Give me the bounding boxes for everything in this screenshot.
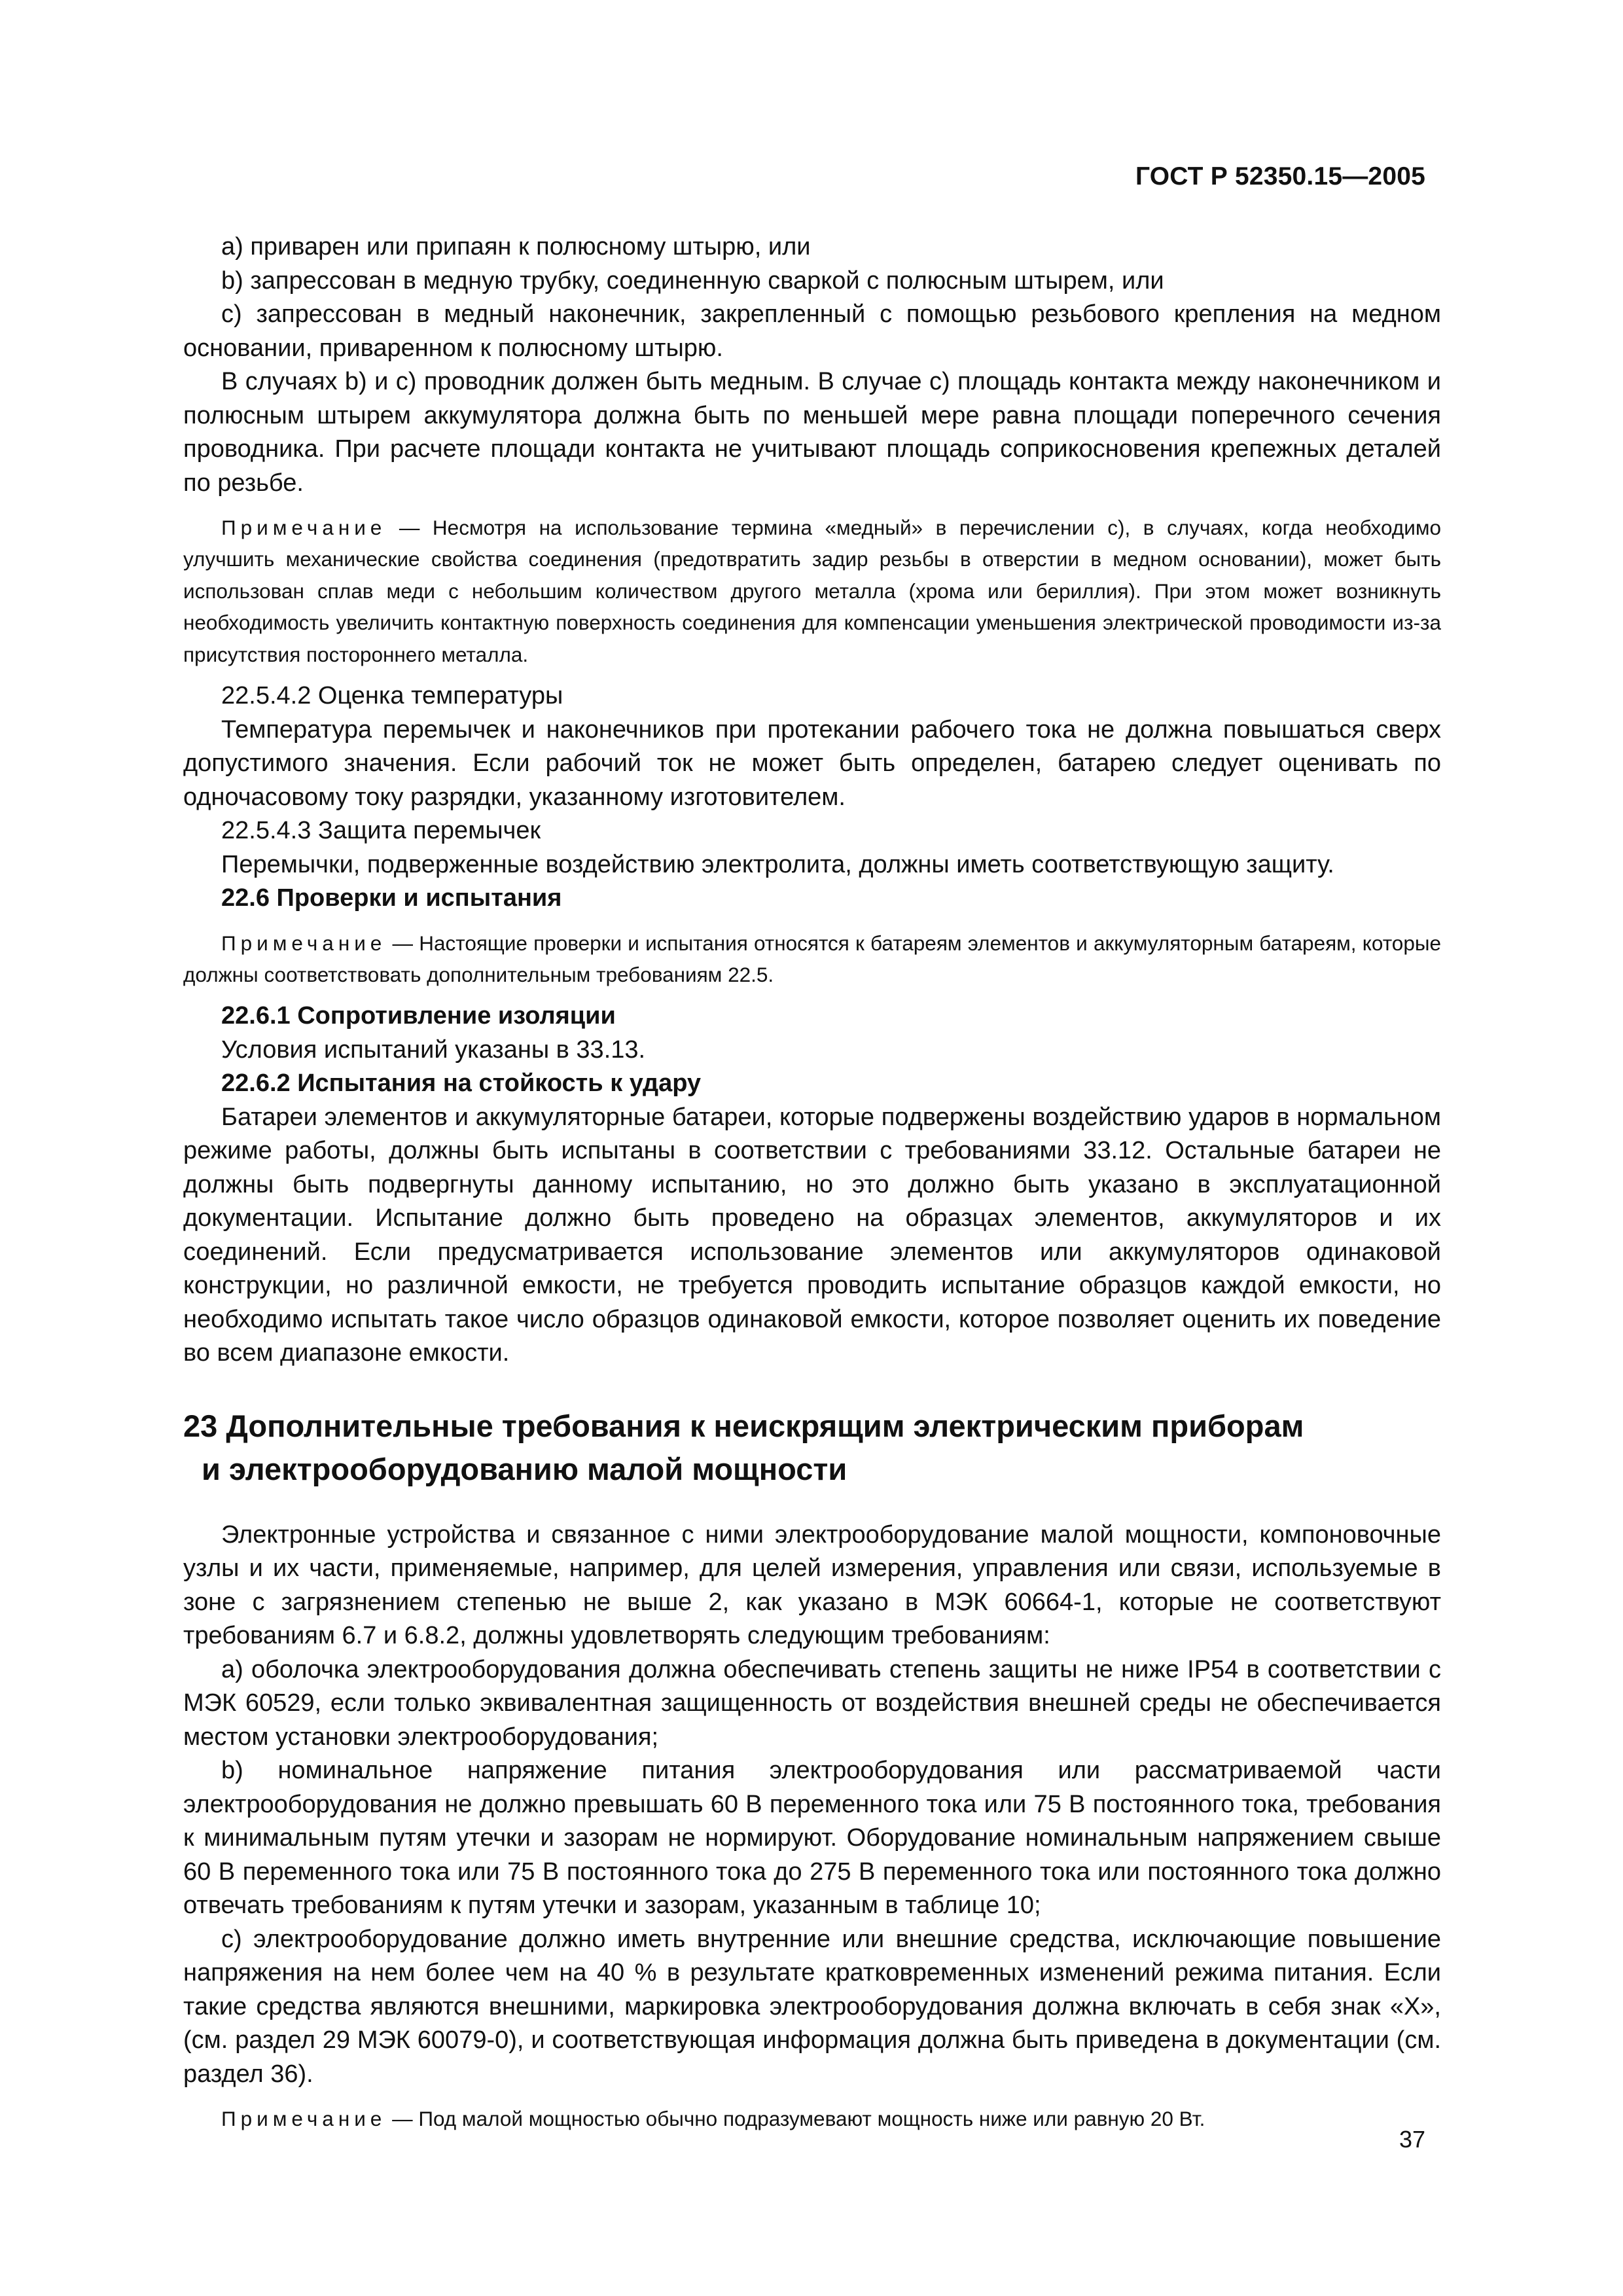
section-23-heading [183, 1405, 1441, 1491]
page-number: 37 [1399, 2126, 1425, 2153]
section-22-5-4-3-text: Перемычки, подверженные воздействию электролита, должны иметь соответствующую защиту. [221, 850, 1334, 878]
note-text: — Несмотря на использование термина «медный» в перечислении с), в случаях, когда необходимо улучшить механические свойства соединения (предотвратить задир резьбы в отверстии в медном основании), может быть использован сплав меди с небольшим количеством другого металла (хрома или бериллия). При этом может возникнуть необходимость увеличить контактную поверхность соединения для компенсации уменьшения электрической проводимости из-за присутствия постороннего металла. [183, 516, 1441, 666]
section-23-item-b: b) номинальное напряжение питания электрооборудования или рассматриваемой части электрооборудования не должно превышать 60 В переменного тока или 75 В постоянного тока, требования к минимальным путям утечки и зазорам не нормируют. Оборудование номинальным напряжением свыше 60 В переменного тока или 75 В постоянного тока до 275 В переменного тока или постоянного тока должно отвечать требованиям к путям утечки и зазорам, указанным в таблице 10; [183, 1757, 1441, 1920]
section-22-6-1-text: Условия испытаний указаны в 33.13. [221, 1035, 646, 1064]
document-code: ГОСТ Р 52350.15—2005 [1135, 162, 1425, 190]
paragraph-conductor: В случаях b) и с) проводник должен быть медным. В случае с) площадь контакта между наконечником и полюсным штырем аккумулятора должна быть по меньшей мере равна площади поперечного сечения проводника. При расчете площади контакта не учитывают площадь соприкосновения крепежных деталей по резьбе. [183, 368, 1441, 497]
note-copper [183, 512, 1441, 670]
section-23-heading-line2: и электрооборудованию малой мощности [202, 1451, 847, 1486]
section-22-5-4-2-title: 22.5.4.2 Оценка температуры [221, 682, 563, 710]
note-label: Примечание [221, 2107, 387, 2131]
note-text: — Под малой мощностью обычно подразумевают мощность ниже или равную 20 Вт. [386, 2107, 1205, 2131]
section-23-intro: Электронные устройства и связанное с ними электрооборудование малой мощности, компоновочные узлы и их части, применяемые, например, для целей измерения, управления или связи, используемые в зоне с загрязнением степенью не выше 2, как указано в МЭК 60664-1, которые не соответствуют требованиям 6.7 и 6.8.2, должны удовлетворять следующим требованиям: [183, 1520, 1441, 1650]
section-22-5-4-2-text: Температура перемычек и наконечников при протекании рабочего тока не должна повышаться сверх допустимого значения. Если рабочий ток не может быть определен, батарею следует оценивать по одночасовому току разрядки, указанному изготовителем. [183, 715, 1441, 811]
list-item-c: с) запрессован в медный наконечник, закрепленный с помощью резьбового крепления на медном основании, приваренном к полюсному штырю. [183, 300, 1441, 362]
page-body [183, 230, 1441, 2135]
note-label: Примечание [221, 931, 387, 955]
section-23-item-c: с) электрооборудование должно иметь внутренние или внешние средства, исключающие повышение напряжения на нем более чем на 40 % в результате кратковременных изменений режима питания. Если такие средства являются внешними, маркировка электрооборудования должна включать в себя знак «Х», (см. раздел 29 МЭК 60079-0), и соответствующая информация должна быть приведена в документации (см. раздел 36). [183, 1925, 1441, 2088]
list-item-a: а) приварен или припаян к полюсному штырю, или [221, 233, 811, 260]
section-22-5-4-3-title: 22.5.4.3 Защита перемычек [221, 817, 541, 845]
note-tests [183, 927, 1441, 991]
section-22-6-title: 22.6 Проверки и испытания [221, 884, 562, 912]
note-label: Примечание [221, 516, 387, 539]
section-22-6-2-title: 22.6.2 Испытания на стойкость к удару [221, 1069, 702, 1098]
list-item-b: b) запрессован в медную трубку, соединенную сваркой с полюсным штырем, или [221, 266, 1164, 295]
section-22-6-1-title: 22.6.1 Сопротивление изоляции [221, 1002, 616, 1030]
note-text: — Настоящие проверки и испытания относятся к батареям элементов и аккумуляторным батареям, которые должны соответствовать дополнительным требованиям 22.5. [183, 931, 1441, 986]
section-22-6-2-text: Батареи элементов и аккумуляторные батареи, которые подвержены воздействию ударов в нормальном режиме работы, должны быть испытаны в соответствии с требованиями 33.12. Остальные батареи не должны быть подвергнуты данному испытанию, но это должно быть указано в эксплуатационной документации. Испытание должно быть проведено на образцах элементов, аккумуляторов и их соединений. Если предусматривается использование элементов или аккумуляторов одинаковой конструкции, но различной емкости, не требуется проводить испытание образцов каждой емкости, но необходимо испытать такое число образцов одинаковой емкости, которое позволяет оценить их поведение во всем диапазоне емкости. [183, 1103, 1441, 1367]
section-23-item-a: а) оболочка электрооборудования должна обеспечивать степень защиты не ниже IP54 в соответствии с МЭК 60529, если только эквивалентная защищенность от воздействия внешней среды не обеспечивается местом установки электрооборудования; [183, 1655, 1441, 1751]
section-23-heading-line1: 23 Дополнительные требования к неискрящим электрическим приборам [183, 1408, 1304, 1443]
note-low-power [183, 2103, 1441, 2134]
